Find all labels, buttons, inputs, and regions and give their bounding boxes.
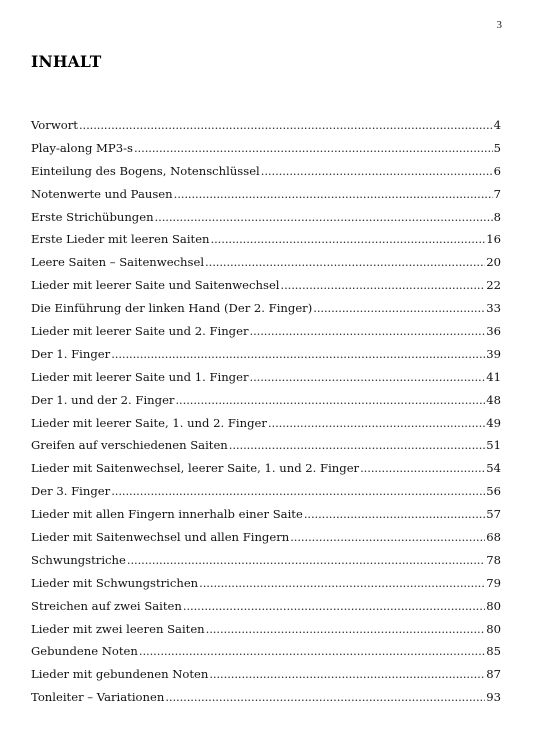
toc-dot-leader: [250, 366, 486, 389]
toc-dot-leader: [174, 183, 493, 206]
toc-entry-page: 85: [486, 644, 501, 659]
toc-entry: [31, 274, 501, 297]
toc-entry: [31, 137, 501, 160]
toc-entry-page: 7: [493, 186, 501, 201]
toc-entry: [31, 320, 501, 343]
toc-dot-leader: [127, 549, 485, 572]
toc-entry: [31, 434, 501, 457]
toc-entry-page: 41: [486, 369, 501, 384]
toc-dot-leader: [205, 251, 485, 274]
toc-entry: [31, 480, 501, 503]
toc-entry-page: 57: [486, 507, 501, 522]
toc-entry-page: 78: [486, 552, 501, 567]
toc-entry-page: 36: [486, 324, 501, 339]
toc-entry: [31, 228, 501, 251]
toc-entry-label: Erste Lieder mit leeren Saiten: [31, 232, 210, 247]
toc-entry: [31, 297, 501, 320]
toc-dot-leader: [360, 457, 485, 480]
toc-entry-page: 54: [486, 461, 501, 476]
toc-entry-page: 93: [486, 690, 501, 705]
toc-entry-page: 79: [486, 575, 501, 590]
toc-entry-label: Lieder mit leerer Saite, 1. und 2. Finger: [31, 415, 267, 430]
toc-entry-label: Lieder mit leerer Saite und 2. Finger: [31, 324, 249, 339]
toc-entry-page: 6: [493, 163, 501, 178]
toc-entry-label: Erste Strichübungen: [31, 209, 154, 224]
toc-entry-label: Lieder mit leerer Saite und Saitenwechsel: [31, 278, 280, 293]
toc-dot-leader: [199, 572, 485, 595]
toc-dot-leader: [268, 412, 485, 435]
toc-entry: [31, 412, 501, 435]
toc-dot-leader: [165, 686, 485, 709]
toc-dot-leader: [111, 480, 485, 503]
toc-dot-leader: [206, 618, 486, 641]
toc-entry-label: Play-along MP3-s: [31, 140, 133, 155]
toc-entry: [31, 206, 501, 229]
toc-entry: [31, 114, 501, 137]
toc-entry-label: Lieder mit zwei leeren Saiten: [31, 621, 205, 636]
toc-entry-page: 16: [486, 232, 501, 247]
toc-entry: [31, 251, 501, 274]
toc-entry-label: Greifen auf verschiedenen Saiten: [31, 438, 228, 453]
toc-entry-label: Lieder mit Schwungstrichen: [31, 575, 199, 590]
toc-dot-leader: [211, 228, 486, 251]
toc-dot-leader: [79, 114, 493, 137]
toc-entry: [31, 503, 501, 526]
toc-entry-page: 4: [493, 118, 501, 132]
toc-entry: [31, 640, 501, 663]
toc-dot-leader: [183, 595, 485, 618]
toc-entry-label: Lieder mit Saitenwechsel, leerer Saite, 1. und 2. Finger: [31, 461, 360, 476]
toc-entry-page: 49: [486, 415, 501, 430]
toc-entry: [31, 457, 501, 480]
toc-dot-leader: [290, 526, 485, 549]
toc-dot-leader: [139, 640, 485, 663]
toc-entry-page: 39: [486, 346, 501, 361]
toc-dot-leader: [304, 503, 485, 526]
toc-entry-label: Vorwort: [31, 118, 78, 132]
toc-entry: [31, 686, 501, 709]
toc-entry-label: Schwungstriche: [31, 552, 126, 567]
toc-dot-leader: [261, 160, 493, 183]
toc-entry-page: 80: [486, 621, 501, 636]
toc-entry-label: Lieder mit gebundenen Noten: [31, 667, 209, 682]
toc-entry-label: Streichen auf zwei Saiten: [31, 598, 182, 613]
toc-dot-leader: [155, 206, 493, 229]
toc-entry-page: 22: [486, 278, 501, 293]
toc-entry-label: Lieder mit allen Fingern innerhalb einer Saite: [31, 507, 303, 522]
toc-entry: [31, 343, 501, 366]
toc-entry-label: Gebundene Noten: [31, 644, 138, 659]
toc-entry: [31, 549, 501, 572]
toc-entry-label: Der 3. Finger: [31, 484, 111, 499]
toc-entry-page: 8: [493, 209, 501, 224]
toc-dot-leader: [250, 320, 486, 343]
toc-entry-label: Tonleiter – Variationen: [31, 690, 165, 705]
toc-entry-label: Lieder mit Saitenwechsel und allen Fingern: [31, 530, 290, 545]
toc-entry-label: Der 1. Finger: [31, 346, 111, 361]
table-of-contents: [31, 114, 501, 709]
toc-dot-leader: [175, 389, 485, 412]
toc-entry-page: 56: [486, 484, 501, 499]
toc-entry-page: 51: [486, 438, 501, 453]
toc-dot-leader: [229, 434, 485, 457]
toc-entry-label: Leere Saiten – Saitenwechsel: [31, 255, 205, 270]
toc-dot-leader: [281, 274, 486, 297]
toc-entry-label: Der 1. und der 2. Finger: [31, 392, 175, 407]
toc-entry: [31, 160, 501, 183]
page-number: 3: [496, 19, 502, 31]
toc-entry-page: 5: [493, 140, 501, 155]
toc-entry: [31, 572, 501, 595]
toc-dot-leader: [209, 663, 485, 686]
toc-entry: [31, 618, 501, 641]
toc-entry-page: 20: [486, 255, 501, 270]
toc-dot-leader: [134, 137, 493, 160]
toc-entry-page: 33: [486, 301, 501, 316]
toc-entry-label: Die Einführung der linken Hand (Der 2. Finger): [31, 301, 313, 316]
toc-entry: [31, 183, 501, 206]
toc-entry: [31, 526, 501, 549]
toc-entry: [31, 389, 501, 412]
page-title: INHALT: [31, 52, 102, 71]
toc-entry-page: 68: [486, 530, 501, 545]
toc-entry: [31, 366, 501, 389]
toc-entry-page: 48: [486, 392, 501, 407]
toc-dot-leader: [111, 343, 485, 366]
toc-entry-page: 87: [486, 667, 501, 682]
toc-entry-label: Einteilung des Bogens, Notenschlüssel: [31, 163, 260, 178]
toc-entry: [31, 595, 501, 618]
toc-dot-leader: [313, 297, 485, 320]
toc-entry: [31, 663, 501, 686]
toc-entry-label: Lieder mit leerer Saite und 1. Finger: [31, 369, 249, 384]
toc-entry-page: 80: [486, 598, 501, 613]
toc-entry-label: Notenwerte und Pausen: [31, 186, 173, 201]
